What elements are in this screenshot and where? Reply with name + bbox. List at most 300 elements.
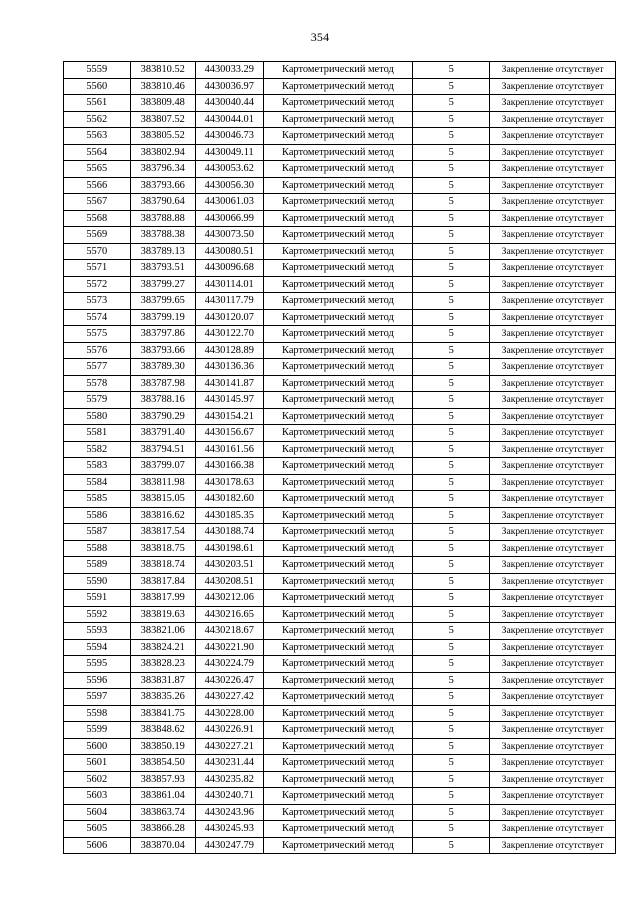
- description-cell: Закрепление отсутствует: [490, 375, 616, 392]
- point-number-cell: 5577: [64, 359, 131, 376]
- method-cell: Картометрический метод: [263, 309, 413, 326]
- x-coordinate-cell: 383793.66: [130, 177, 195, 194]
- error-cell: 5: [413, 524, 490, 541]
- error-cell: 5: [413, 293, 490, 310]
- method-cell: Картометрический метод: [263, 755, 413, 772]
- table-row: [64, 276, 616, 293]
- method-cell: Картометрический метод: [263, 243, 413, 260]
- method-cell: Картометрический метод: [263, 821, 413, 838]
- x-coordinate-cell: 383799.27: [130, 276, 195, 293]
- x-coordinate-cell: 383818.75: [130, 540, 195, 557]
- method-cell: Картометрический метод: [263, 128, 413, 145]
- error-cell: 5: [413, 788, 490, 805]
- x-coordinate-cell: 383824.21: [130, 639, 195, 656]
- y-coordinate-cell: 4430120.07: [196, 309, 264, 326]
- x-coordinate-cell: 383802.94: [130, 144, 195, 161]
- table-row: [64, 375, 616, 392]
- y-coordinate-cell: 4430245.93: [196, 821, 264, 838]
- x-coordinate-cell: 383790.29: [130, 408, 195, 425]
- y-coordinate-cell: 4430136.36: [196, 359, 264, 376]
- description-cell: Закрепление отсутствует: [490, 738, 616, 755]
- description-cell: Закрепление отсутствует: [490, 95, 616, 112]
- method-cell: Картометрический метод: [263, 804, 413, 821]
- y-coordinate-cell: 4430188.74: [196, 524, 264, 541]
- error-cell: 5: [413, 210, 490, 227]
- x-coordinate-cell: 383848.62: [130, 722, 195, 739]
- table-row: [64, 425, 616, 442]
- x-coordinate-cell: 383817.99: [130, 590, 195, 607]
- method-cell: Картометрический метод: [263, 210, 413, 227]
- table-row: [64, 524, 616, 541]
- x-coordinate-cell: 383805.52: [130, 128, 195, 145]
- method-cell: Картометрический метод: [263, 375, 413, 392]
- error-cell: 5: [413, 62, 490, 79]
- description-cell: Закрепление отсутствует: [490, 557, 616, 574]
- error-cell: 5: [413, 425, 490, 442]
- x-coordinate-cell: 383866.28: [130, 821, 195, 838]
- table-row: [64, 309, 616, 326]
- x-coordinate-cell: 383819.63: [130, 606, 195, 623]
- error-cell: 5: [413, 507, 490, 524]
- description-cell: Закрепление отсутствует: [490, 639, 616, 656]
- method-cell: Картометрический метод: [263, 606, 413, 623]
- x-coordinate-cell: 383821.06: [130, 623, 195, 640]
- point-number-cell: 5598: [64, 705, 131, 722]
- description-cell: Закрепление отсутствует: [490, 524, 616, 541]
- description-cell: Закрепление отсутствует: [490, 705, 616, 722]
- error-cell: 5: [413, 111, 490, 128]
- table-row: [64, 326, 616, 343]
- error-cell: 5: [413, 474, 490, 491]
- point-number-cell: 5594: [64, 639, 131, 656]
- y-coordinate-cell: 4430235.82: [196, 771, 264, 788]
- point-number-cell: 5584: [64, 474, 131, 491]
- point-number-cell: 5563: [64, 128, 131, 145]
- table-row: [64, 491, 616, 508]
- x-coordinate-cell: 383810.46: [130, 78, 195, 95]
- y-coordinate-cell: 4430141.87: [196, 375, 264, 392]
- table-row: [64, 78, 616, 95]
- y-coordinate-cell: 4430049.11: [196, 144, 264, 161]
- table-row: [64, 804, 616, 821]
- error-cell: 5: [413, 458, 490, 475]
- description-cell: Закрепление отсутствует: [490, 755, 616, 772]
- error-cell: 5: [413, 392, 490, 409]
- table-row: [64, 557, 616, 574]
- table-row: [64, 755, 616, 772]
- table-row: [64, 161, 616, 178]
- method-cell: Картометрический метод: [263, 276, 413, 293]
- y-coordinate-cell: 4430145.97: [196, 392, 264, 409]
- point-number-cell: 5602: [64, 771, 131, 788]
- table-row: [64, 210, 616, 227]
- description-cell: Закрепление отсутствует: [490, 606, 616, 623]
- point-number-cell: 5597: [64, 689, 131, 706]
- description-cell: Закрепление отсутствует: [490, 326, 616, 343]
- y-coordinate-cell: 4430080.51: [196, 243, 264, 260]
- description-cell: Закрепление отсутствует: [490, 689, 616, 706]
- y-coordinate-cell: 4430247.79: [196, 837, 264, 854]
- point-number-cell: 5569: [64, 227, 131, 244]
- table-row: [64, 243, 616, 260]
- y-coordinate-cell: 4430212.06: [196, 590, 264, 607]
- y-coordinate-cell: 4430122.70: [196, 326, 264, 343]
- method-cell: Картометрический метод: [263, 590, 413, 607]
- method-cell: Картометрический метод: [263, 524, 413, 541]
- error-cell: 5: [413, 606, 490, 623]
- method-cell: Картометрический метод: [263, 491, 413, 508]
- error-cell: 5: [413, 326, 490, 343]
- method-cell: Картометрический метод: [263, 62, 413, 79]
- point-number-cell: 5578: [64, 375, 131, 392]
- point-number-cell: 5573: [64, 293, 131, 310]
- point-number-cell: 5581: [64, 425, 131, 442]
- method-cell: Картометрический метод: [263, 359, 413, 376]
- x-coordinate-cell: 383811.98: [130, 474, 195, 491]
- y-coordinate-cell: 4430226.47: [196, 672, 264, 689]
- table-row: [64, 722, 616, 739]
- point-number-cell: 5583: [64, 458, 131, 475]
- table-row: [64, 672, 616, 689]
- method-cell: Картометрический метод: [263, 293, 413, 310]
- point-number-cell: 5560: [64, 78, 131, 95]
- y-coordinate-cell: 4430056.30: [196, 177, 264, 194]
- description-cell: Закрепление отсутствует: [490, 260, 616, 277]
- x-coordinate-cell: 383870.04: [130, 837, 195, 854]
- table-row: [64, 111, 616, 128]
- error-cell: 5: [413, 705, 490, 722]
- description-cell: Закрепление отсутствует: [490, 144, 616, 161]
- x-coordinate-cell: 383793.51: [130, 260, 195, 277]
- table-row: [64, 590, 616, 607]
- y-coordinate-cell: 4430227.21: [196, 738, 264, 755]
- error-cell: 5: [413, 78, 490, 95]
- method-cell: Картометрический метод: [263, 722, 413, 739]
- method-cell: Картометрический метод: [263, 260, 413, 277]
- point-number-cell: 5574: [64, 309, 131, 326]
- description-cell: Закрепление отсутствует: [490, 293, 616, 310]
- description-cell: Закрепление отсутствует: [490, 590, 616, 607]
- point-number-cell: 5604: [64, 804, 131, 821]
- point-number-cell: 5564: [64, 144, 131, 161]
- error-cell: 5: [413, 755, 490, 772]
- y-coordinate-cell: 4430161.56: [196, 441, 264, 458]
- x-coordinate-cell: 383788.38: [130, 227, 195, 244]
- method-cell: Картометрический метод: [263, 111, 413, 128]
- method-cell: Картометрический метод: [263, 557, 413, 574]
- description-cell: Закрепление отсутствует: [490, 573, 616, 590]
- y-coordinate-cell: 4430073.50: [196, 227, 264, 244]
- method-cell: Картометрический метод: [263, 342, 413, 359]
- x-coordinate-cell: 383861.04: [130, 788, 195, 805]
- error-cell: 5: [413, 359, 490, 376]
- point-number-cell: 5566: [64, 177, 131, 194]
- description-cell: Закрепление отсутствует: [490, 342, 616, 359]
- y-coordinate-cell: 4430166.38: [196, 458, 264, 475]
- y-coordinate-cell: 4430198.61: [196, 540, 264, 557]
- method-cell: Картометрический метод: [263, 326, 413, 343]
- method-cell: Картометрический метод: [263, 771, 413, 788]
- table-row: [64, 62, 616, 79]
- description-cell: Закрепление отсутствует: [490, 722, 616, 739]
- x-coordinate-cell: 383810.52: [130, 62, 195, 79]
- table-row: [64, 689, 616, 706]
- error-cell: 5: [413, 95, 490, 112]
- description-cell: Закрепление отсутствует: [490, 507, 616, 524]
- method-cell: Картометрический метод: [263, 177, 413, 194]
- error-cell: 5: [413, 590, 490, 607]
- point-number-cell: 5565: [64, 161, 131, 178]
- description-cell: Закрепление отсутствует: [490, 177, 616, 194]
- description-cell: Закрепление отсутствует: [490, 392, 616, 409]
- point-number-cell: 5568: [64, 210, 131, 227]
- y-coordinate-cell: 4430240.71: [196, 788, 264, 805]
- error-cell: 5: [413, 557, 490, 574]
- method-cell: Картометрический метод: [263, 425, 413, 442]
- table-row: [64, 458, 616, 475]
- error-cell: 5: [413, 623, 490, 640]
- method-cell: Картометрический метод: [263, 656, 413, 673]
- point-number-cell: 5585: [64, 491, 131, 508]
- point-number-cell: 5600: [64, 738, 131, 755]
- y-coordinate-cell: 4430040.44: [196, 95, 264, 112]
- table-row: [64, 540, 616, 557]
- y-coordinate-cell: 4430203.51: [196, 557, 264, 574]
- description-cell: Закрепление отсутствует: [490, 458, 616, 475]
- point-number-cell: 5587: [64, 524, 131, 541]
- x-coordinate-cell: 383817.84: [130, 573, 195, 590]
- y-coordinate-cell: 4430185.35: [196, 507, 264, 524]
- table-row: [64, 738, 616, 755]
- y-coordinate-cell: 4430117.79: [196, 293, 264, 310]
- method-cell: Картометрический метод: [263, 441, 413, 458]
- error-cell: 5: [413, 194, 490, 211]
- table-row: [64, 144, 616, 161]
- point-number-cell: 5572: [64, 276, 131, 293]
- method-cell: Картометрический метод: [263, 194, 413, 211]
- table-row: [64, 293, 616, 310]
- table-row: [64, 573, 616, 590]
- description-cell: Закрепление отсутствует: [490, 276, 616, 293]
- y-coordinate-cell: 4430096.68: [196, 260, 264, 277]
- x-coordinate-cell: 383831.87: [130, 672, 195, 689]
- method-cell: Картометрический метод: [263, 672, 413, 689]
- y-coordinate-cell: 4430182.60: [196, 491, 264, 508]
- y-coordinate-cell: 4430156.67: [196, 425, 264, 442]
- x-coordinate-cell: 383787.98: [130, 375, 195, 392]
- error-cell: 5: [413, 342, 490, 359]
- method-cell: Картометрический метод: [263, 639, 413, 656]
- table-row: [64, 623, 616, 640]
- point-number-cell: 5570: [64, 243, 131, 260]
- y-coordinate-cell: 4430231.44: [196, 755, 264, 772]
- error-cell: 5: [413, 491, 490, 508]
- y-coordinate-cell: 4430178.63: [196, 474, 264, 491]
- description-cell: Закрепление отсутствует: [490, 441, 616, 458]
- table-row: [64, 606, 616, 623]
- table-row: [64, 788, 616, 805]
- table-row: [64, 656, 616, 673]
- error-cell: 5: [413, 309, 490, 326]
- method-cell: Картометрический метод: [263, 573, 413, 590]
- x-coordinate-cell: 383799.07: [130, 458, 195, 475]
- y-coordinate-cell: 4430154.21: [196, 408, 264, 425]
- point-number-cell: 5591: [64, 590, 131, 607]
- y-coordinate-cell: 4430128.89: [196, 342, 264, 359]
- method-cell: Картометрический метод: [263, 705, 413, 722]
- table-row: [64, 342, 616, 359]
- point-number-cell: 5593: [64, 623, 131, 640]
- error-cell: 5: [413, 821, 490, 838]
- description-cell: Закрепление отсутствует: [490, 62, 616, 79]
- table-row: [64, 705, 616, 722]
- error-cell: 5: [413, 639, 490, 656]
- x-coordinate-cell: 383816.62: [130, 507, 195, 524]
- error-cell: 5: [413, 441, 490, 458]
- y-coordinate-cell: 4430053.62: [196, 161, 264, 178]
- y-coordinate-cell: 4430044.01: [196, 111, 264, 128]
- point-number-cell: 5562: [64, 111, 131, 128]
- y-coordinate-cell: 4430036.97: [196, 78, 264, 95]
- x-coordinate-cell: 383863.74: [130, 804, 195, 821]
- method-cell: Картометрический метод: [263, 78, 413, 95]
- table-row: [64, 837, 616, 854]
- table-row: [64, 441, 616, 458]
- point-number-cell: 5592: [64, 606, 131, 623]
- y-coordinate-cell: 4430061.03: [196, 194, 264, 211]
- point-number-cell: 5589: [64, 557, 131, 574]
- table-body: [64, 62, 616, 854]
- x-coordinate-cell: 383789.30: [130, 359, 195, 376]
- method-cell: Картометрический метод: [263, 161, 413, 178]
- point-number-cell: 5603: [64, 788, 131, 805]
- point-number-cell: 5575: [64, 326, 131, 343]
- error-cell: 5: [413, 573, 490, 590]
- x-coordinate-cell: 383854.50: [130, 755, 195, 772]
- x-coordinate-cell: 383789.13: [130, 243, 195, 260]
- y-coordinate-cell: 4430114.01: [196, 276, 264, 293]
- description-cell: Закрепление отсутствует: [490, 111, 616, 128]
- description-cell: Закрепление отсутствует: [490, 656, 616, 673]
- point-number-cell: 5571: [64, 260, 131, 277]
- description-cell: Закрепление отсутствует: [490, 243, 616, 260]
- table-row: [64, 194, 616, 211]
- error-cell: 5: [413, 144, 490, 161]
- error-cell: 5: [413, 227, 490, 244]
- method-cell: Картометрический метод: [263, 144, 413, 161]
- description-cell: Закрепление отсутствует: [490, 672, 616, 689]
- error-cell: 5: [413, 722, 490, 739]
- point-number-cell: 5561: [64, 95, 131, 112]
- method-cell: Картометрический метод: [263, 227, 413, 244]
- description-cell: Закрепление отсутствует: [490, 309, 616, 326]
- y-coordinate-cell: 4430226.91: [196, 722, 264, 739]
- error-cell: 5: [413, 771, 490, 788]
- error-cell: 5: [413, 738, 490, 755]
- error-cell: 5: [413, 540, 490, 557]
- table-row: [64, 474, 616, 491]
- x-coordinate-cell: 383828.23: [130, 656, 195, 673]
- y-coordinate-cell: 4430208.51: [196, 573, 264, 590]
- method-cell: Картометрический метод: [263, 507, 413, 524]
- error-cell: 5: [413, 375, 490, 392]
- method-cell: Картометрический метод: [263, 738, 413, 755]
- method-cell: Картометрический метод: [263, 392, 413, 409]
- table-row: [64, 821, 616, 838]
- x-coordinate-cell: 383791.40: [130, 425, 195, 442]
- description-cell: Закрепление отсутствует: [490, 837, 616, 854]
- x-coordinate-cell: 383790.64: [130, 194, 195, 211]
- point-number-cell: 5606: [64, 837, 131, 854]
- x-coordinate-cell: 383818.74: [130, 557, 195, 574]
- description-cell: Закрепление отсутствует: [490, 788, 616, 805]
- error-cell: 5: [413, 260, 490, 277]
- description-cell: Закрепление отсутствует: [490, 623, 616, 640]
- description-cell: Закрепление отсутствует: [490, 210, 616, 227]
- x-coordinate-cell: 383857.93: [130, 771, 195, 788]
- table-row: [64, 95, 616, 112]
- table-row: [64, 771, 616, 788]
- description-cell: Закрепление отсутствует: [490, 474, 616, 491]
- x-coordinate-cell: 383796.34: [130, 161, 195, 178]
- table-row: [64, 260, 616, 277]
- table-row: [64, 177, 616, 194]
- x-coordinate-cell: 383807.52: [130, 111, 195, 128]
- x-coordinate-cell: 383799.65: [130, 293, 195, 310]
- point-number-cell: 5601: [64, 755, 131, 772]
- description-cell: Закрепление отсутствует: [490, 227, 616, 244]
- method-cell: Картометрический метод: [263, 623, 413, 640]
- page-number: 354: [310, 30, 330, 44]
- x-coordinate-cell: 383841.75: [130, 705, 195, 722]
- error-cell: 5: [413, 804, 490, 821]
- error-cell: 5: [413, 177, 490, 194]
- x-coordinate-cell: 383809.48: [130, 95, 195, 112]
- table-row: [64, 507, 616, 524]
- description-cell: Закрепление отсутствует: [490, 161, 616, 178]
- table-row: [64, 128, 616, 145]
- point-number-cell: 5582: [64, 441, 131, 458]
- y-coordinate-cell: 4430221.90: [196, 639, 264, 656]
- y-coordinate-cell: 4430033.29: [196, 62, 264, 79]
- y-coordinate-cell: 4430227.42: [196, 689, 264, 706]
- error-cell: 5: [413, 656, 490, 673]
- method-cell: Картометрический метод: [263, 474, 413, 491]
- point-number-cell: 5586: [64, 507, 131, 524]
- x-coordinate-cell: 383817.54: [130, 524, 195, 541]
- x-coordinate-cell: 383797.86: [130, 326, 195, 343]
- description-cell: Закрепление отсутствует: [490, 408, 616, 425]
- description-cell: Закрепление отсутствует: [490, 425, 616, 442]
- table-row: [64, 408, 616, 425]
- coordinates-table: [63, 61, 616, 854]
- error-cell: 5: [413, 408, 490, 425]
- point-number-cell: 5559: [64, 62, 131, 79]
- table-row: [64, 227, 616, 244]
- error-cell: 5: [413, 689, 490, 706]
- point-number-cell: 5567: [64, 194, 131, 211]
- y-coordinate-cell: 4430218.67: [196, 623, 264, 640]
- point-number-cell: 5580: [64, 408, 131, 425]
- point-number-cell: 5590: [64, 573, 131, 590]
- error-cell: 5: [413, 837, 490, 854]
- description-cell: Закрепление отсутствует: [490, 804, 616, 821]
- description-cell: Закрепление отсутствует: [490, 771, 616, 788]
- method-cell: Картометрический метод: [263, 458, 413, 475]
- point-number-cell: 5588: [64, 540, 131, 557]
- y-coordinate-cell: 4430046.73: [196, 128, 264, 145]
- table-row: [64, 639, 616, 656]
